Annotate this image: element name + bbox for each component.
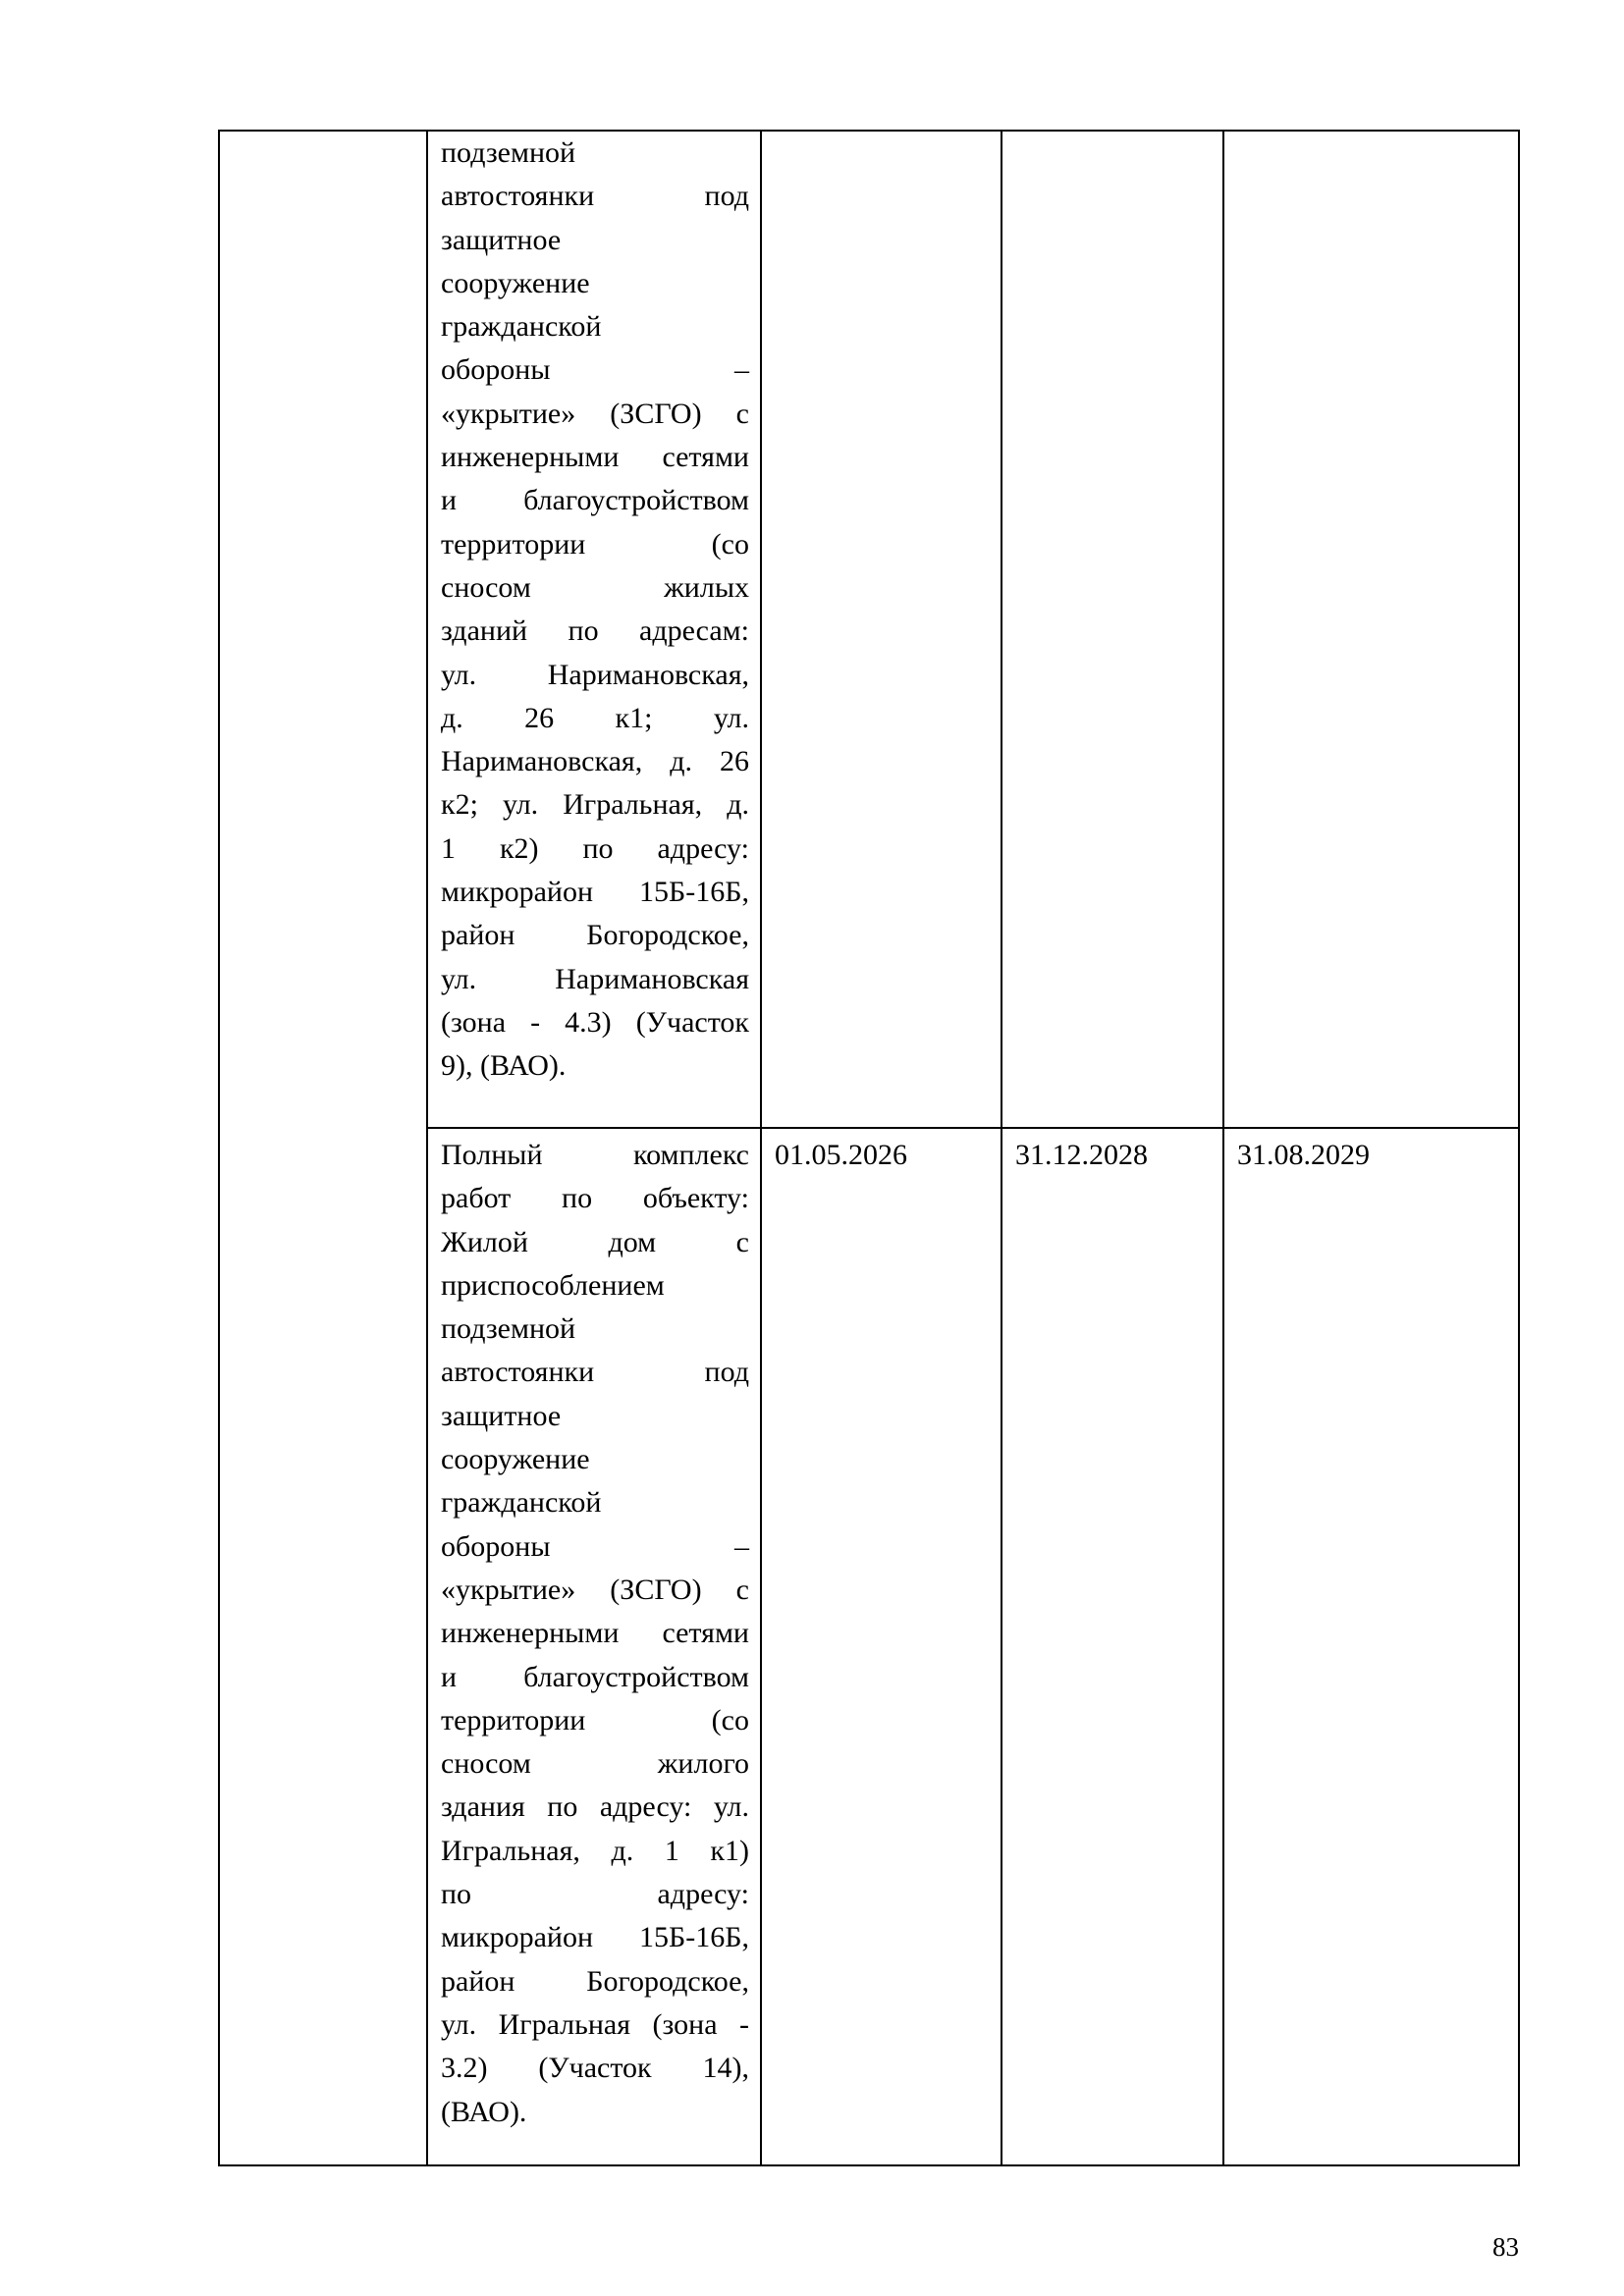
description-line: 9), (ВАО).: [441, 1049, 567, 1083]
description-line: зданий по адресам:: [441, 614, 749, 648]
description-line: защитное: [441, 1399, 562, 1432]
description-line: автостоянки под: [441, 1356, 749, 1389]
description-line: сносом жилых: [441, 570, 749, 604]
description-line: инженерными сетями: [441, 441, 749, 474]
description-line: автостоянки под: [441, 180, 749, 213]
description-line: район Богородское,: [441, 919, 749, 952]
row-2-description: [441, 1134, 749, 2134]
description-line: ул. Наримановская: [441, 962, 749, 995]
description-line: защитное: [441, 223, 562, 256]
description-line: и благоустройством: [441, 1660, 749, 1693]
row-divider: [426, 1127, 1518, 1129]
description-line: Игральная, д. 1 к1): [441, 1834, 749, 1867]
description-line: ул. Наримановская,: [441, 658, 749, 691]
row-2-completion-date: 31.08.2029: [1237, 1139, 1370, 1171]
row-2-start-date: 01.05.2026: [775, 1139, 907, 1171]
description-line: территории (со: [441, 1703, 749, 1736]
description-line: инженерными сетями: [441, 1617, 749, 1650]
description-line: здания по адресу: ул.: [441, 1790, 749, 1824]
description-line: сооружение: [441, 266, 590, 299]
description-line: по адресу:: [441, 1878, 749, 1911]
description-line: Полный комплекс: [441, 1139, 749, 1171]
description-line: 3.2) (Участок 14),: [441, 2052, 749, 2085]
page-number: 83: [1492, 2232, 1519, 2262]
description-line: к2; ул. Игральная, д.: [441, 788, 749, 822]
column-divider: [1001, 132, 1002, 2164]
description-line: обороны –: [441, 1529, 749, 1563]
description-line: микрорайон 15Б-16Б,: [441, 1921, 749, 1954]
description-line: Жилой дом с: [441, 1225, 749, 1258]
description-line: «укрытие» (ЗСГО) с: [441, 397, 749, 430]
description-line: территории (со: [441, 527, 749, 561]
description-line: сносом жилого: [441, 1747, 749, 1781]
description-line: работ по объекту:: [441, 1182, 749, 1215]
description-line: микрорайон 15Б-16Б,: [441, 876, 749, 909]
schedule-table: [218, 130, 1520, 2166]
description-line: подземной: [441, 1312, 576, 1346]
description-line: 1 к2) по адресу:: [441, 831, 749, 865]
row-1-description: [441, 132, 749, 1089]
description-line: сооружение: [441, 1443, 590, 1476]
description-line: и благоустройством: [441, 484, 749, 517]
description-line: приспособлением: [441, 1268, 665, 1302]
column-divider: [426, 132, 428, 2164]
description-line: Наримановская, д. 26: [441, 745, 749, 778]
description-line: ул. Игральная (зона -: [441, 2007, 749, 2041]
description-line: район Богородское,: [441, 1964, 749, 1998]
description-line: «укрытие» (ЗСГО) с: [441, 1573, 749, 1606]
column-divider: [760, 132, 762, 2164]
column-divider: [1222, 132, 1224, 2164]
description-line: обороны –: [441, 353, 749, 387]
description-line: гражданской: [441, 310, 602, 344]
description-line: гражданской: [441, 1486, 602, 1520]
description-line: (ВАО).: [441, 2095, 527, 2128]
description-line: д. 26 к1; ул.: [441, 701, 749, 734]
description-line: подземной: [441, 136, 576, 169]
row-2-end-date: 31.12.2028: [1015, 1139, 1148, 1171]
description-line: (зона - 4.3) (Участок: [441, 1005, 749, 1039]
